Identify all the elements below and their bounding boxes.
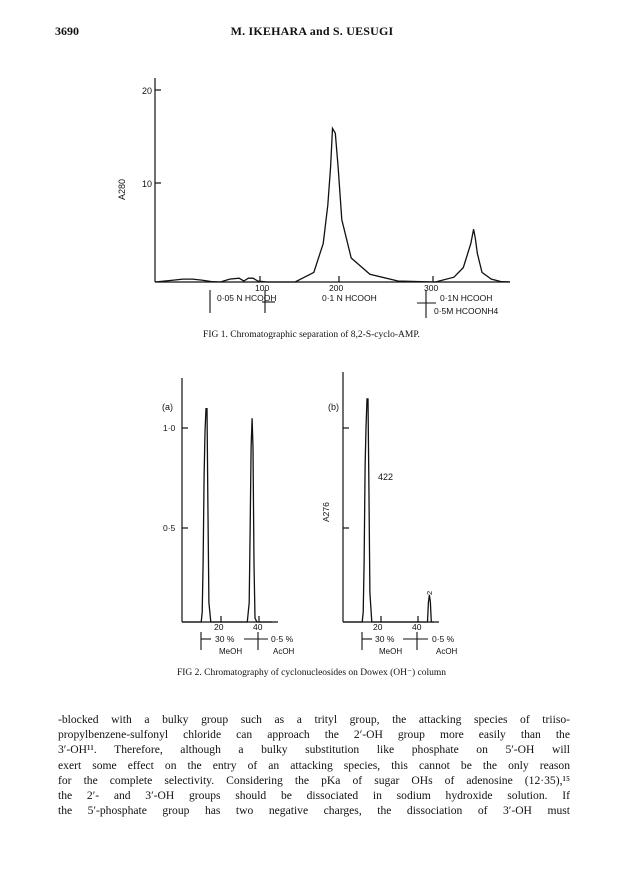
fig2a-eluent-markers — [201, 632, 268, 650]
fig1-x-tick-label-200: 200 — [329, 283, 344, 293]
fig2b-peak-label-2: 2 — [425, 590, 434, 595]
fig1-x-tick-label-100: 100 — [255, 283, 270, 293]
fig2a-eluent-1-solvent: MeOH — [219, 647, 243, 656]
body-line-7: the 5′-phosphate group has two negative charges, the dissociation of 3′-OH must — [58, 804, 570, 818]
fig2a-x-tick-label-20: 20 — [214, 622, 224, 632]
fig2b-eluent-2-solvent: AcOH — [436, 647, 458, 656]
body-line-6: the 2′- and 3′-OH groups should be dissociated in sodium hydroxide solution. If — [58, 789, 570, 803]
fig1-elution-curve — [155, 128, 510, 282]
fig1-y-axis-label: A280 — [117, 178, 127, 200]
fig2b-x-tick-label-40: 40 — [412, 622, 422, 632]
fig2a-eluent-2-solvent: AcOH — [273, 647, 295, 656]
body-line-4: exert some effect on the entry of an attacking species, this cannot be the only reason — [58, 758, 570, 772]
fig1-x-tick-label-300: 300 — [424, 283, 439, 293]
fig1-y-tick-label-20: 20 — [142, 86, 153, 96]
fig1-eluent-3: 0·1N HCOOH — [440, 293, 493, 303]
fig2a-elution-histogram — [182, 409, 278, 622]
fig2a-eluent-1-pct: 30 % — [215, 634, 235, 644]
fig2b-y-axis-label: A276 — [321, 502, 331, 522]
fig2b-eluent-1-solvent: MeOH — [379, 647, 403, 656]
fig2-panel-a-axes — [182, 378, 272, 622]
fig2b-panel-label: (b) — [328, 402, 339, 412]
fig2a-eluent-2-pct: 0·5 % — [271, 634, 294, 644]
page-header — [55, 24, 569, 40]
fig2a-y-tick-label-1-0: 1·0 — [163, 423, 176, 433]
fig1-eluent-2: 0·1 N HCOOH — [322, 293, 377, 303]
fig1-y-tick-label-10: 10 — [142, 179, 153, 189]
figure-2-caption: FIG 2. Chromatography of cyclonucleosides on Dowex (OH⁻) column — [176, 668, 447, 678]
fig1-eluent-1: 0·05 N HCOOH — [217, 293, 277, 303]
running-title: M. IKEHARA and S. UESUGI — [230, 24, 394, 38]
body-line-2: propylbenzene-sulfonyl chloride can approach the 2′-OH group more easily than the — [58, 728, 570, 742]
fig2b-eluent-1-pct: 30 % — [375, 634, 395, 644]
body-line-5: for the complete selectivity. Considering the pKa of sugar OHs of adenosine (12·35),¹⁵ — [58, 773, 570, 787]
fig2a-x-tick-label-40: 40 — [253, 622, 263, 632]
page-number: 3690 — [55, 24, 79, 38]
fig2a-panel-label: (a) — [162, 402, 173, 412]
body-line-1: -blocked with a bulky group such as a trityl group, the attacking species of triiso- — [58, 713, 570, 726]
fig2b-peak-label-422: 422 — [378, 472, 394, 482]
body-line-3: 3′-OH¹¹. Therefore, although a bulky substitution like phosphate on 5′-OH will — [58, 743, 570, 757]
fig2a-y-tick-label-0-5: 0·5 — [163, 523, 176, 533]
figure-1-axes — [155, 78, 510, 282]
fig1-eluent-markers — [210, 290, 436, 318]
fig2b-x-tick-label-20: 20 — [373, 622, 383, 632]
fig1-eluent-4: 0·5M HCOONH4 — [434, 306, 499, 316]
body-paragraph — [58, 712, 570, 818]
fig2b-elution-histogram — [343, 399, 439, 622]
fig2-panel-b-axes — [343, 372, 434, 622]
fig2b-eluent-markers — [362, 632, 428, 650]
figure-1-caption: FIG 1. Chromatographic separation of 8,2-S-cyclo-AMP. — [203, 330, 420, 340]
fig2b-eluent-2-pct: 0·5 % — [432, 634, 455, 644]
